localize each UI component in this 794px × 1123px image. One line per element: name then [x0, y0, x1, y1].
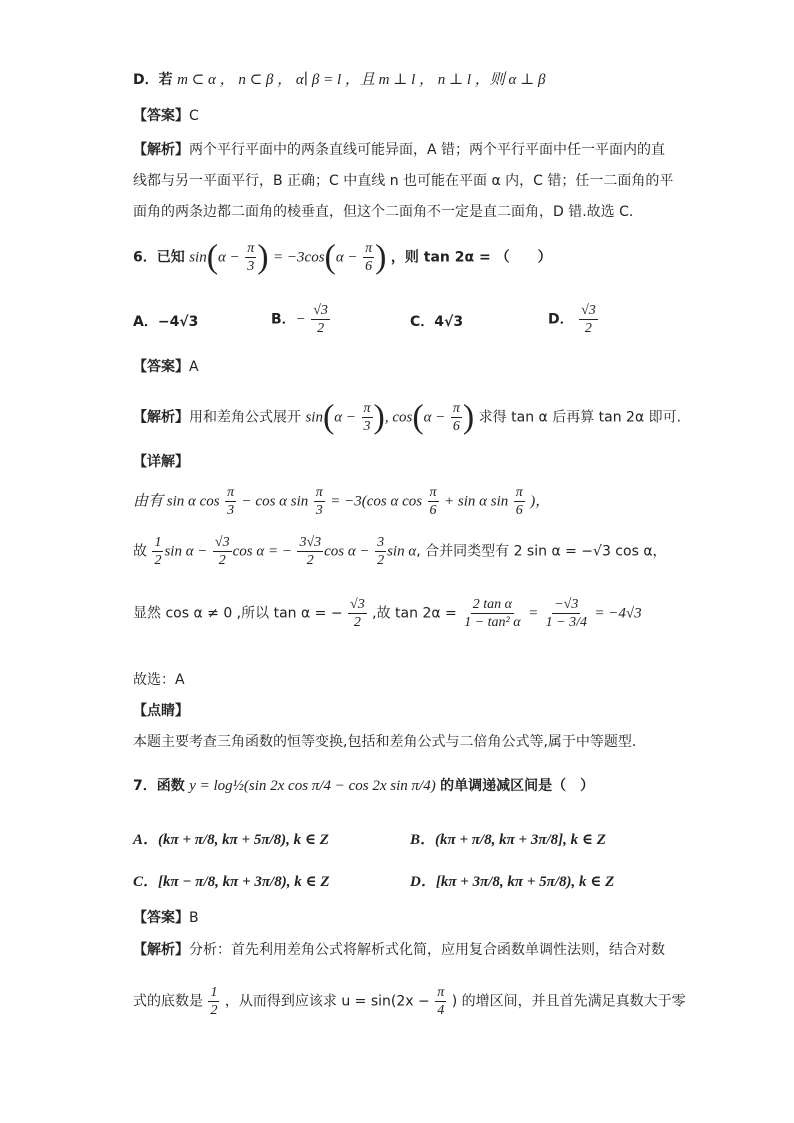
analysis-text: 面角的两条边都二面角的棱垂直，但这个二面角不一定是直二面角，D 错.故选 C. [133, 204, 634, 220]
comment-6 [133, 732, 636, 752]
question-end: 的单调递减区间是（ ） [440, 778, 595, 794]
step-text: 显然 cos α ≠ 0 ,所以 tan α = − [133, 605, 343, 622]
analysis-7-2: 式的底数是 $\frac{1}{2}$ ，从而得到应该求 u = sin(2x − $\frac{\pi}{4}$ ) 的增区间，并且首先满足真数大于零 [133, 985, 686, 1018]
comment-tag-6 [133, 701, 189, 721]
option-b-text: B．(kπ + π/8, kπ + 3π/8], k ∈ Z [410, 832, 606, 848]
step-text: = −3(cos α cos [330, 493, 423, 510]
question-6: 6．已知 sin(α − $\frac{\pi}{3}$ ) = −3cos(α − $\frac{\pi}{6}$ ) ，则 tan 2α = （ ） [133, 238, 552, 276]
question-number: 7．函数 [133, 778, 185, 794]
step-2: 故 $\frac{1}{2}$ sin α − $\frac{√3}{2}$ cos α = − $\frac{3√3}{2}$ cos α − $\frac{3}{2}$ sin α, 合并同类型有 2 sin α = −√3 cos α， [133, 535, 667, 568]
step-text: 合并同类型有 2 sin α = −√3 cos α， [425, 543, 667, 560]
option-d[interactable] [410, 872, 614, 892]
option-a[interactable] [133, 830, 329, 850]
answer-tag: 【答案】 [133, 108, 189, 124]
fraction: $\frac{\pi}{6}$ [365, 241, 373, 274]
answer-value: A [189, 359, 199, 375]
fraction: $\frac{\pi}{3}$ [247, 241, 255, 274]
analysis-text-end: 求得 tan α 后再算 tan 2α 即可. [478, 409, 682, 426]
question-7 [133, 776, 594, 796]
option-a-text: A．−4√3 [133, 314, 199, 330]
option-a[interactable] [133, 312, 198, 332]
analysis-tag: 【解析】 [133, 942, 189, 958]
option-b[interactable] [410, 830, 606, 850]
option-c-text: C．[kπ − π/8, kπ + 3π/8), k ∈ Z [133, 874, 330, 890]
step-text: + sin α sin [444, 493, 509, 510]
answer-7 [133, 908, 199, 928]
function-expression: y = log½(sin 2x cos π/4 − cos 2x sin π/4) [189, 778, 436, 794]
detail-tag: 【详解】 [133, 454, 189, 470]
conclusion-6 [133, 670, 185, 690]
option-c-text: C．4√3 [410, 314, 464, 330]
analysis-text: ，从而得到应该求 u = sin(2x − [224, 993, 430, 1010]
fraction: $\frac{√3}{2}$ [313, 303, 328, 336]
option-c[interactable] [133, 872, 330, 892]
step-text: )， [530, 493, 551, 510]
answer-tag: 【答案】 [133, 359, 189, 375]
analysis-text: ) 的增区间，并且首先满足真数大于零 [451, 993, 686, 1010]
conclusion-text: 故选：A [133, 672, 185, 688]
analysis-prev-1 [133, 140, 665, 160]
answer-value: C [189, 108, 199, 124]
analysis-text: 分析：首先利用差角公式将解析式化简，应用复合函数单调性法则，结合对数 [189, 942, 665, 958]
option-d[interactable] [548, 302, 599, 337]
analysis-text: 两个平行平面中的两条直线可能异面，A 错；两个平行平面中任一平面内的直 [189, 142, 666, 158]
option-b-label: B． [271, 311, 296, 328]
answer-value: B [189, 910, 199, 926]
option-c[interactable] [410, 312, 463, 332]
analysis-text: 式的底数是 [133, 993, 203, 1010]
answer-tag: 【答案】 [133, 910, 189, 926]
step-3: 显然 cos α ≠ 0 ,所以 tan α = − $\frac{√3}{2}$ ,故 tan 2α = $\frac{\text{2 tan α}}{\text{1 − tan² α}}$ = $\frac{-√3}{1 - 3/4}$ = −4√3 [133, 597, 642, 630]
option-b[interactable]: B．− $\frac{√3}{2}$ [271, 303, 328, 336]
analysis-6: 【解析】用和差角公式展开 sin(α − $\frac{\pi}{3}$ ), cos(α − $\frac{\pi}{6}$ ) 求得 tan α 后再算 tan 2α 即可. [133, 398, 682, 436]
step-1: 由有 sin α cos $\frac{\pi}{3}$ − cos α sin $\frac{\pi}{3}$ = −3(cos α cos $\frac{\pi}{6}$ + sin α sin $\frac{\pi}{6}$ )， [133, 485, 551, 518]
analysis-prev-2 [133, 171, 673, 191]
analysis-tag: 【解析】 [133, 142, 189, 158]
analysis-tag: 【解析】 [133, 409, 189, 426]
step-text: − cos α sin [241, 493, 309, 510]
detail-tag-6 [133, 452, 189, 472]
analysis-text: 用和差角公式展开 [189, 409, 301, 426]
option-label: D．若 [133, 72, 173, 88]
step-text: 故 [133, 543, 147, 560]
analysis-7-1 [133, 940, 665, 960]
analysis-text: 线都与另一平面平行，B 正确；C 中直线 n 也可能在平面 α 内，C 错；任一二面角的平 [133, 173, 674, 189]
answer-6 [133, 357, 199, 377]
option-d-prev [133, 70, 545, 90]
step-text: 由有 sin α cos [133, 493, 220, 510]
equals: = −3cos [273, 249, 325, 266]
step-text: = −4√3 [594, 605, 642, 622]
analysis-prev-3 [133, 202, 633, 222]
option-d-text: D．[kπ + 3π/8, kπ + 5π/8), k ∈ Z [410, 874, 615, 890]
step-text: ,故 tan 2α = [372, 605, 457, 622]
comment-tag: 【点睛】 [133, 703, 189, 719]
question-end: ，则 tan 2α = （ ） [390, 249, 552, 266]
answer-prev [133, 106, 199, 126]
comment-text: 本题主要考查三角函数的恒等变换,包括和差角公式与二倍角公式等,属于中等题型. [133, 734, 637, 750]
question-number: 6．已知 [133, 249, 185, 266]
fraction: $\frac{√3}{2}$ [581, 303, 596, 336]
option-expression: m ⊂ α ， n ⊂ β ， α∣ β = l ，且 m ⊥ l ， n ⊥ l ，则 α ⊥ β [177, 72, 546, 88]
option-a-text: A．(kπ + π/8, kπ + 5π/8), k ∈ Z [133, 832, 329, 848]
option-d-label: D． [548, 311, 574, 328]
